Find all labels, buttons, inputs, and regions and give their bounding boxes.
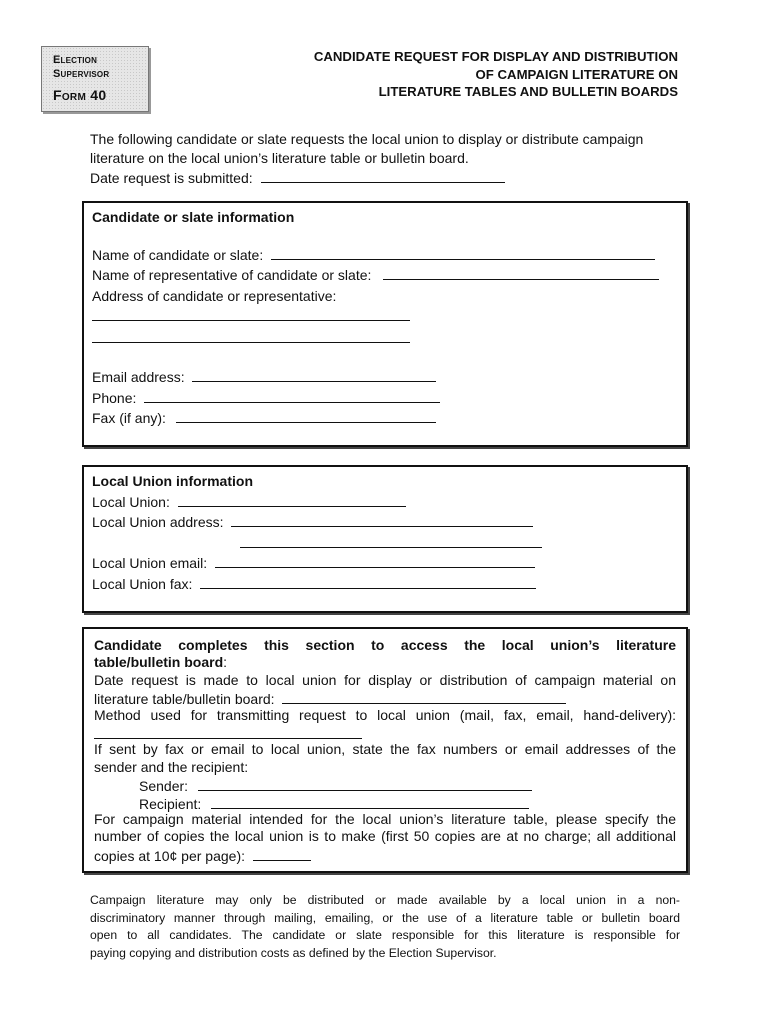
address-field-1[interactable] xyxy=(92,306,410,321)
representative-field[interactable] xyxy=(383,265,659,280)
address-line-1 xyxy=(92,306,678,328)
intro-line-2: literature on the local union’s literature table or bulletin board. xyxy=(90,150,469,166)
candidate-info-box xyxy=(82,201,688,447)
copies-label: copies at 10¢ per page): xyxy=(94,847,245,864)
fax-field[interactable] xyxy=(176,408,436,423)
local-union-label: Local Union: xyxy=(92,493,170,510)
sender-field[interactable] xyxy=(198,776,532,791)
local-union-heading: Local Union information xyxy=(92,473,253,489)
local-union-fax-label: Local Union fax: xyxy=(92,575,193,592)
local-union-address-line-2 xyxy=(92,533,678,554)
local-union-address-field-2[interactable] xyxy=(240,533,542,548)
access-heading-bold: table/bulletin board xyxy=(94,654,224,671)
candidate-name-label: Name of candidate or slate: xyxy=(92,246,264,263)
fax-label: Fax (if any): xyxy=(92,410,166,426)
access-heading-line-1: Candidate completes this section to access the local union’s literature xyxy=(94,637,676,653)
page-title xyxy=(218,48,678,101)
email-label: Email address: xyxy=(92,369,185,385)
phone-label: Phone: xyxy=(92,389,137,406)
method-row xyxy=(94,724,676,741)
intro-line-1: The following candidate or slate requests the local union to display or distribute campaign xyxy=(90,131,644,147)
request-date-field[interactable] xyxy=(282,689,566,704)
candidate-heading: Candidate or slate information xyxy=(92,209,295,225)
access-heading-line-2 xyxy=(94,654,676,671)
local-union-fax-field[interactable] xyxy=(200,574,536,589)
address-line-2 xyxy=(92,328,678,350)
local-union-email-row xyxy=(92,553,678,574)
local-union-row xyxy=(92,492,678,513)
fax-email-line-1: If sent by fax or email to local union, state the fax numbers or email addresses of the xyxy=(94,741,676,758)
intro-section xyxy=(90,130,682,188)
badge-election: Election xyxy=(53,54,98,66)
email-row xyxy=(92,367,678,388)
candidate-name-row xyxy=(92,245,678,266)
footer-line-1: Campaign literature may only be distributed or made available by a local union in a non- xyxy=(90,893,680,907)
local-union-fax-row xyxy=(92,574,678,595)
footer-line-4: paying copying and distribution costs as defined by the Election Supervisor. xyxy=(90,945,497,960)
local-union-info-box xyxy=(82,465,688,613)
sender-row xyxy=(94,776,676,793)
title-line-1: CANDIDATE REQUEST FOR DISPLAY AND DISTRIBUTION xyxy=(313,49,678,64)
footer-line-2: discriminatory manner through mailing, emailing, or the use of a literature table or bulletin board xyxy=(90,910,680,925)
address-field-2[interactable] xyxy=(92,328,410,343)
spacer xyxy=(92,228,678,245)
footer-line-3: open to all candidates. The candidate or slate responsible for this literature is responsible for xyxy=(90,928,680,942)
local-union-address-row xyxy=(92,512,678,533)
date-submitted-row xyxy=(90,168,682,188)
title-line-3: LITERATURE TABLES AND BULLETIN BOARDS xyxy=(378,84,678,99)
date-submitted-label: Date request is submitted: xyxy=(90,170,253,186)
request-date-line-1: Date request is made to local union for display or distribution of campaign material on xyxy=(94,671,676,688)
local-union-email-label: Local Union email: xyxy=(92,555,208,571)
access-heading-colon: : xyxy=(223,654,228,671)
fax-email-line-2: sender and the recipient: xyxy=(94,758,249,775)
phone-field[interactable] xyxy=(144,388,440,403)
method-label: Method used for transmitting request to local union (mail, fax, email, hand-delivery): xyxy=(94,706,676,723)
local-union-email-field[interactable] xyxy=(215,553,535,568)
form-badge xyxy=(41,46,149,112)
address-label: Address of candidate or representative: xyxy=(92,287,337,304)
badge-supervisor: Supervisor xyxy=(53,68,110,80)
recipient-row xyxy=(94,794,676,811)
badge-form-number: Form 40 xyxy=(53,87,107,103)
fax-row xyxy=(92,408,678,429)
candidate-name-field[interactable] xyxy=(271,245,655,260)
spacer xyxy=(92,350,678,367)
representative-row xyxy=(92,265,678,286)
method-field[interactable] xyxy=(94,724,362,739)
sender-label: Sender: xyxy=(139,778,189,795)
date-submitted-field[interactable] xyxy=(261,168,505,183)
request-date-label: literature table/bulletin board: xyxy=(94,691,275,708)
footer-note xyxy=(90,892,680,962)
copies-field[interactable] xyxy=(253,846,311,861)
email-field[interactable] xyxy=(192,367,436,382)
copies-line-2: number of copies the local union is to make (first 50 copies are at no charge; all additional xyxy=(94,828,676,845)
copies-line-1: For campaign material intended for the local union’s literature table, please specify the xyxy=(94,810,676,827)
local-union-field[interactable] xyxy=(178,492,406,507)
representative-label: Name of representative of candidate or slate: xyxy=(92,267,372,283)
phone-row xyxy=(92,388,678,409)
request-date-row xyxy=(94,689,676,706)
recipient-label: Recipient: xyxy=(139,795,202,812)
local-union-address-label: Local Union address: xyxy=(92,514,224,530)
copies-row xyxy=(94,846,676,863)
recipient-field[interactable] xyxy=(211,794,529,809)
title-line-2: OF CAMPAIGN LITERATURE ON xyxy=(475,66,678,82)
access-request-box xyxy=(82,627,688,873)
local-union-address-field[interactable] xyxy=(231,512,533,527)
